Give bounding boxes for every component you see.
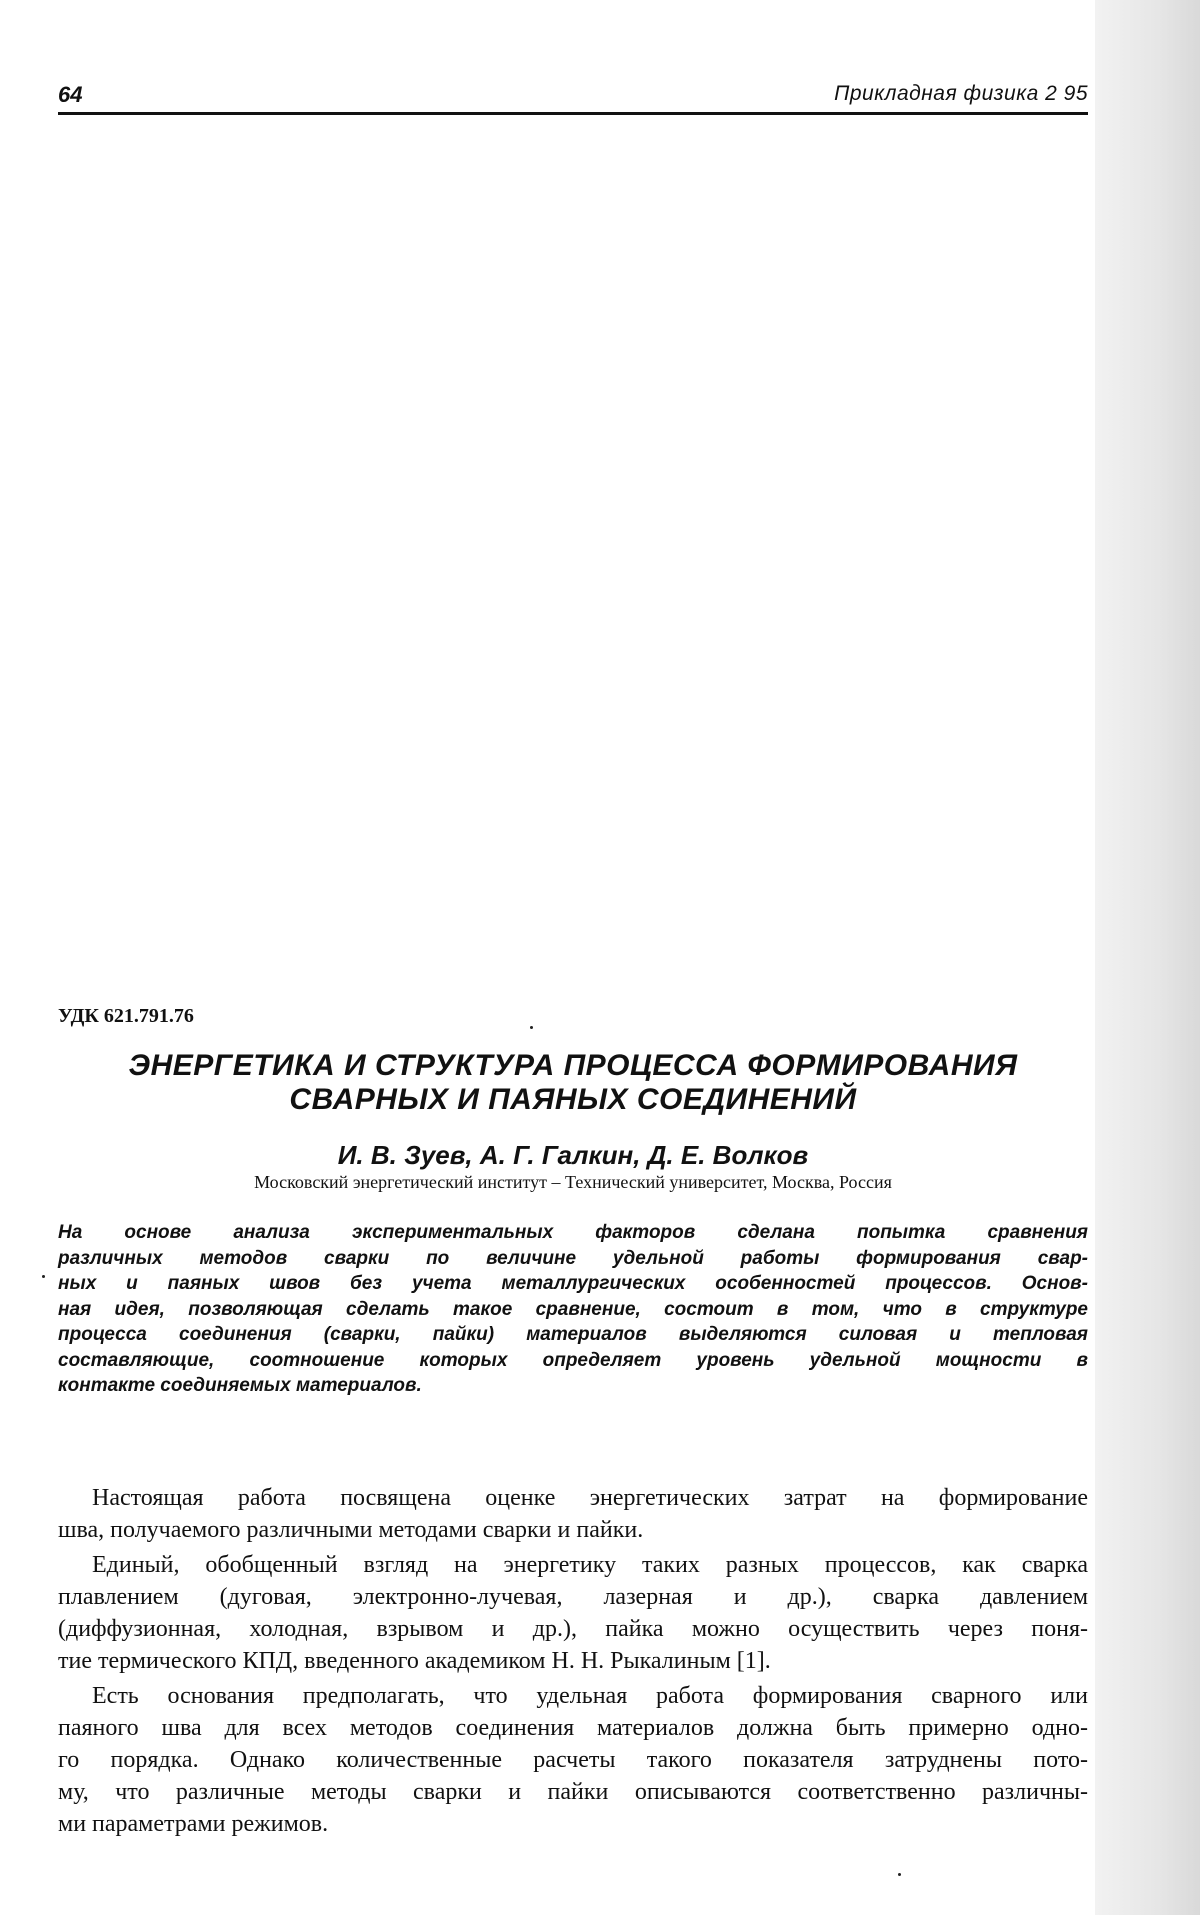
body-line: Настоящая работа посвящена оценке энергетических затрат на формирование (92, 1485, 1088, 1511)
page-header (58, 82, 1088, 115)
abstract-line: ных и паяных швов без учета металлургических особенностей процессов. Основ- (58, 1273, 1088, 1294)
abstract (58, 1220, 1088, 1399)
body-line: Есть основания предполагать, что удельная работа формирования сварного или (92, 1683, 1088, 1709)
scan-speck (898, 1873, 901, 1876)
page-number: 64 (58, 82, 83, 107)
paragraph (58, 1482, 1088, 1546)
abstract-line: процесса соединения (сварки, пайки) материалов выделяются силовая и тепловая (58, 1324, 1088, 1345)
authors: И. В. Зуев, А. Г. Галкин, Д. Е. Волков (337, 1140, 809, 1170)
paragraph (58, 1680, 1088, 1840)
abstract-line: На основе анализа экспериментальных факторов сделана попытка сравнения (58, 1222, 1088, 1243)
abstract-line: различных методов сварки по величине удельной работы формирования свар- (58, 1247, 1088, 1269)
body-line: плавлением (дуговая, электронно-лучевая, лазерная и др.), сварка давлением (58, 1584, 1088, 1610)
body-line: Единый, обобщенный взгляд на энергетику таких разных процессов, как сварка (92, 1552, 1088, 1578)
article-title (58, 1049, 1088, 1117)
affiliation: Московский энергетический институт – Технический университет, Москва, Россия (254, 1172, 892, 1192)
scan-page-edge (1095, 0, 1200, 1915)
article-title-line: СВАРНЫХ И ПАЯНЫХ СОЕДИНЕНИЙ (289, 1083, 857, 1116)
udc-code: УДК 621.791.76 (58, 1005, 194, 1027)
body-line: (диффузионная, холодная, взрывом и др.), пайка можно осуществить через поня- (58, 1616, 1088, 1642)
scan-speck (42, 1275, 45, 1278)
body-text (58, 1482, 1088, 1843)
abstract-line: ная идея, позволяющая сделать такое сравнение, состоит в том, что в структуре (58, 1298, 1088, 1320)
abstract-line: контакте соединяемых материалов. (58, 1375, 422, 1396)
scan-speck (530, 1026, 533, 1029)
body-line: тие термического КПД, введенного академиком Н. Н. Рыкалиным [1]. (58, 1648, 771, 1674)
abstract-line: составляющие, соотношение которых определяет уровень удельной мощности в (58, 1349, 1088, 1371)
journal-running-head: Прикладная физика 2 95 (834, 82, 1088, 105)
body-line: го порядка. Однако количественные расчеты такого показателя затруднены пото- (58, 1747, 1088, 1773)
article-title-line: ЭНЕРГЕТИКА И СТРУКТУРА ПРОЦЕССА ФОРМИРОВАНИЯ (128, 1049, 1018, 1082)
body-line: ми параметрами режимов. (58, 1811, 329, 1837)
body-line: му, что различные методы сварки и пайки описываются соответственно различны- (58, 1779, 1088, 1805)
paragraph (58, 1549, 1088, 1677)
body-line: шва, получаемого различными методами сварки и пайки. (58, 1517, 644, 1543)
body-line: паяного шва для всех методов соединения материалов должна быть примерно одно- (58, 1715, 1088, 1741)
